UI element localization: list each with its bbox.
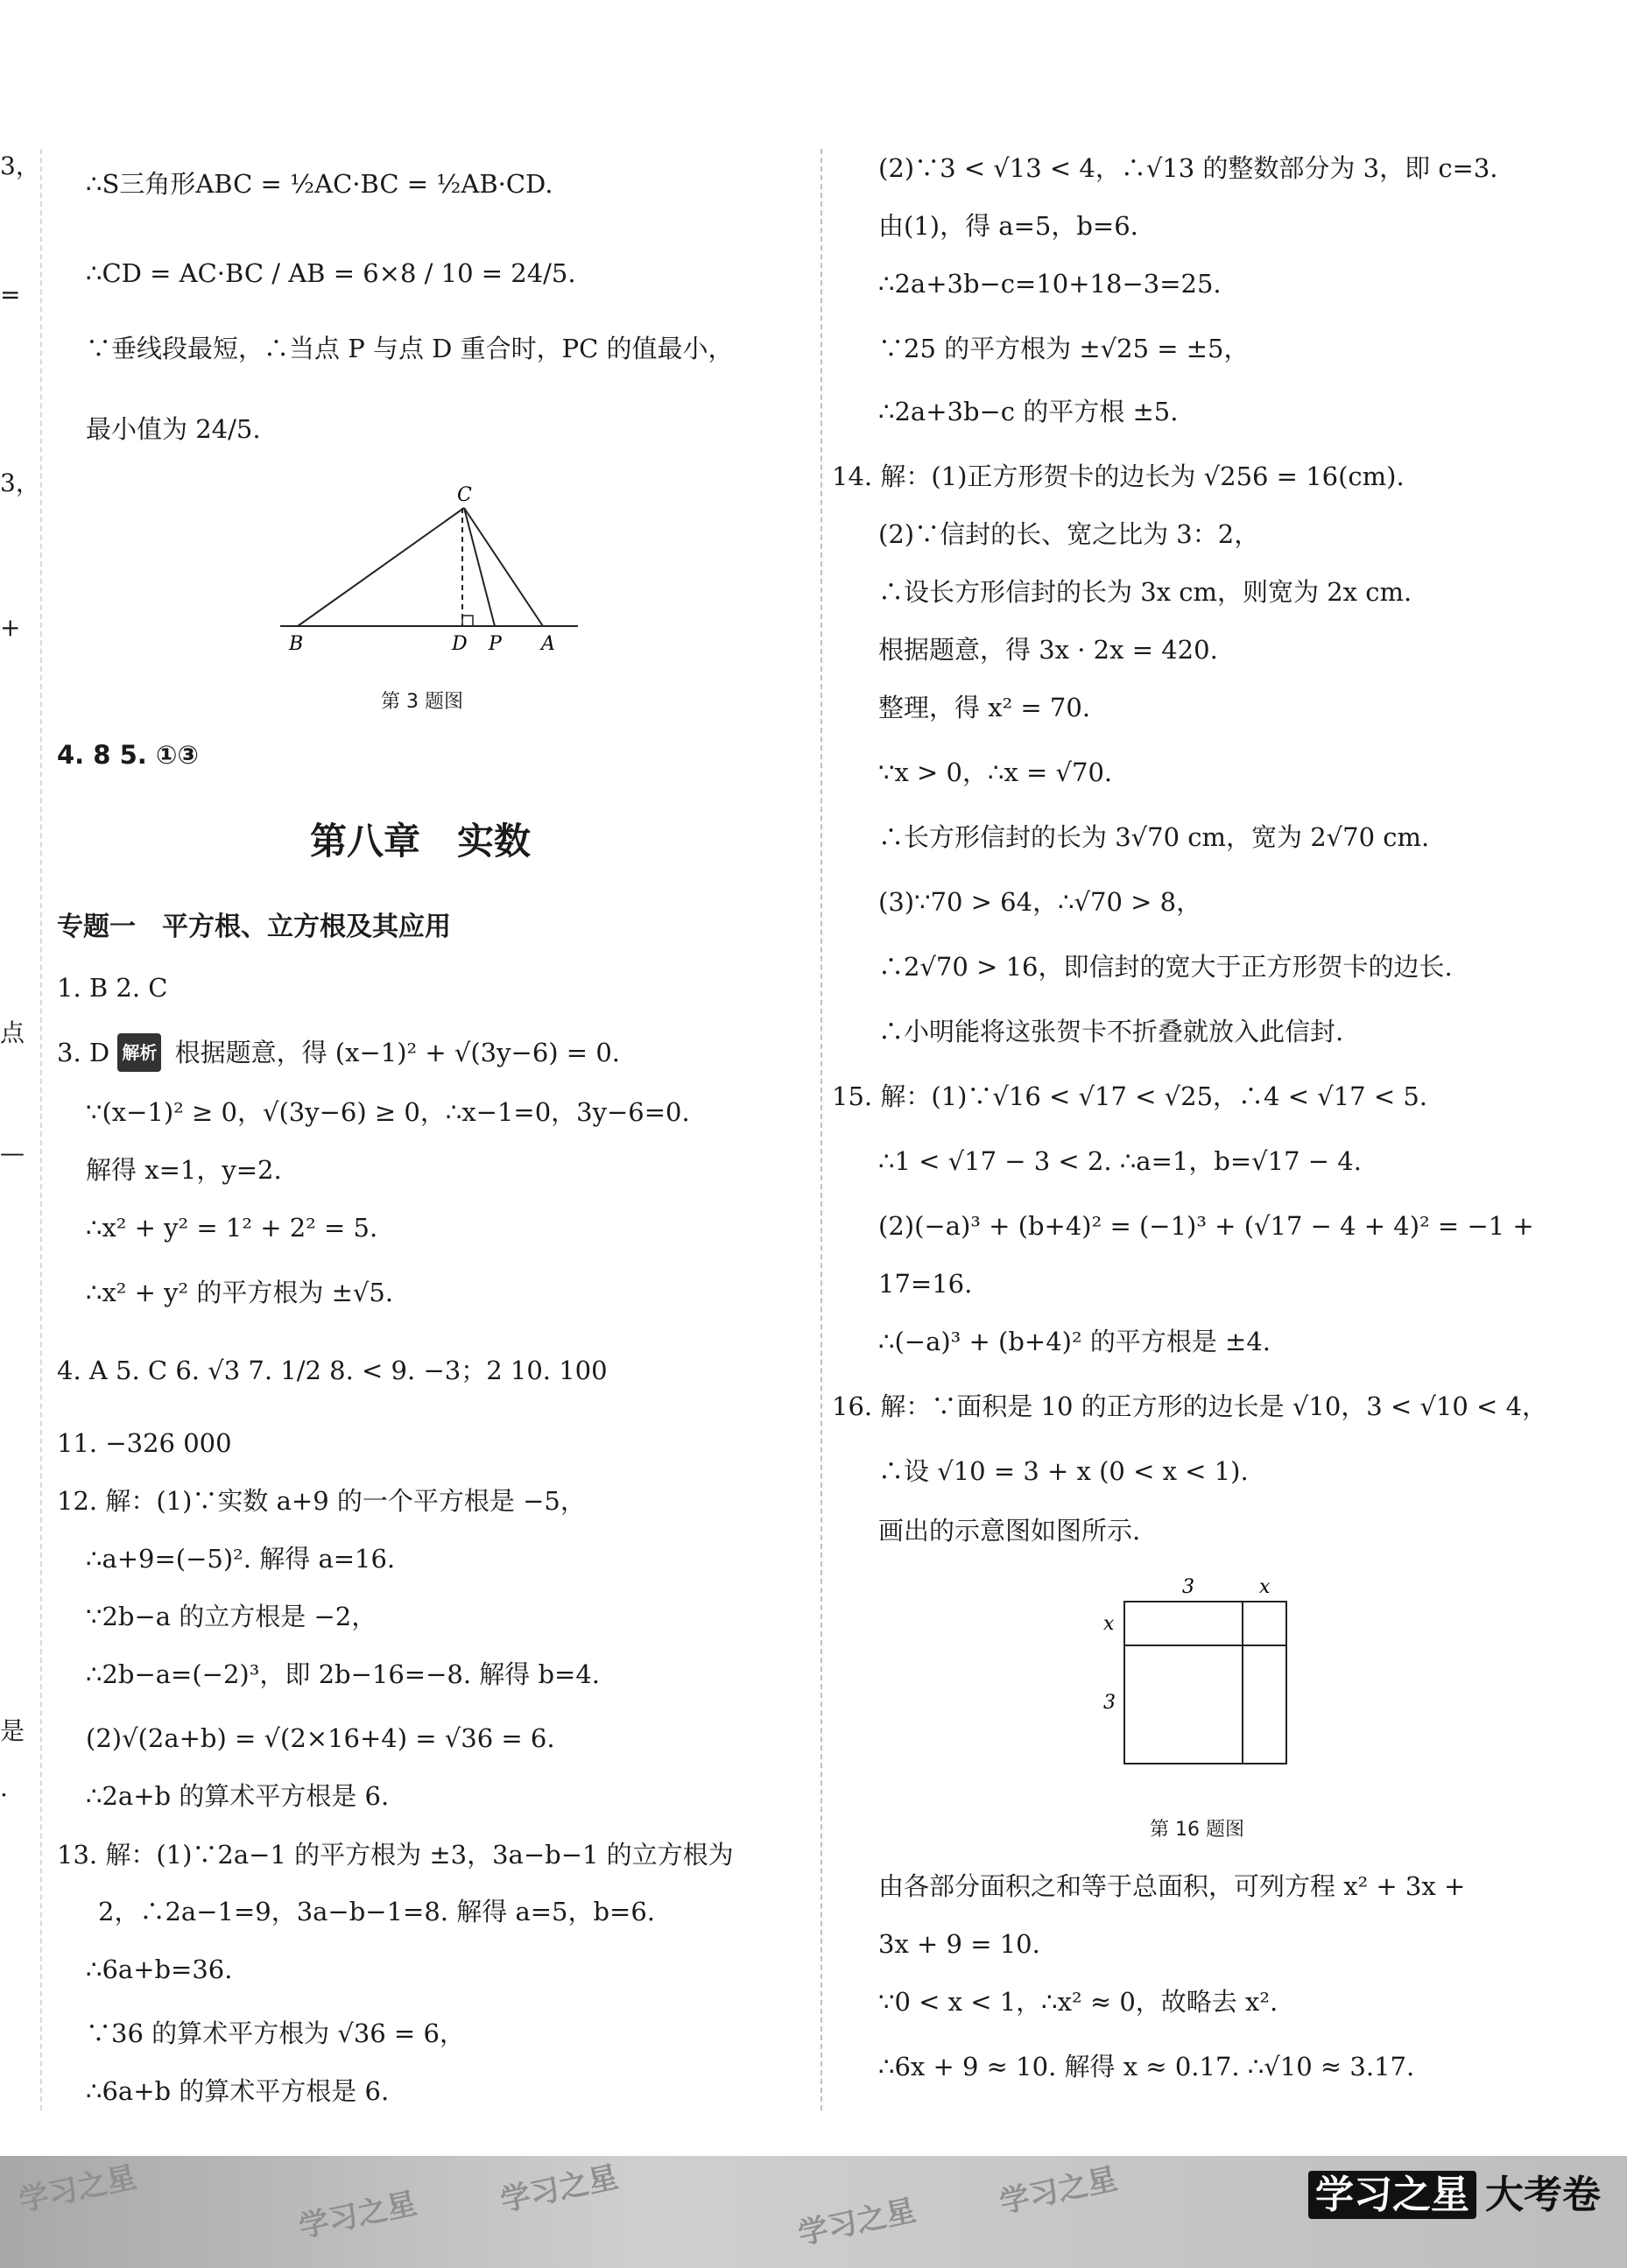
edge-mark: 是 bbox=[0, 1716, 25, 1745]
watermark: 学习之星 bbox=[16, 2159, 140, 2219]
brand-box: 学习之星 bbox=[1308, 2171, 1476, 2219]
q14-line-6: ∵x > 0，∴x = √70. bbox=[878, 757, 1113, 787]
left-label-3: 3 bbox=[1103, 1692, 1116, 1714]
q12-line-5: (2)√(2a+b) = √(2×16+4) = √36 = 6. bbox=[86, 1723, 555, 1753]
segment-ca bbox=[464, 508, 543, 626]
q3-line-5: ∴x² + y² 的平方根为 ±√5. bbox=[86, 1278, 394, 1307]
q15-line-4: 17=16. bbox=[878, 1269, 973, 1299]
figure-16-diagram bbox=[1095, 1572, 1314, 1782]
answers-1-2: 1. B 2. C bbox=[57, 973, 168, 1003]
watermark: 学习之星 bbox=[497, 2159, 622, 2219]
q14-line-10: ∴小明能将这张贺卡不折叠就放入此信封. bbox=[878, 1017, 1344, 1046]
answers-4-5: 4. 8 5. ①③ bbox=[57, 740, 199, 770]
watermark: 学习之星 bbox=[997, 2161, 1121, 2221]
q15-line-5: ∴(−a)³ + (b+4)² 的平方根是 ±4. bbox=[878, 1327, 1271, 1356]
segment-cp bbox=[464, 508, 495, 626]
watermark: 学习之星 bbox=[296, 2186, 420, 2245]
edge-mark: + bbox=[0, 613, 21, 642]
label-b: B bbox=[289, 633, 304, 655]
segment-bc bbox=[298, 508, 464, 626]
q13-line-4: ∵36 的算术平方根为 √36 = 6， bbox=[86, 2018, 465, 2048]
edge-mark: 点 bbox=[0, 1018, 25, 1047]
q12-line-6: ∴2a+b 的算术平方根是 6. bbox=[86, 1781, 390, 1811]
figure-16-caption: 第 16 题图 bbox=[1150, 1819, 1244, 1841]
answer-11: 11. −326 000 bbox=[57, 1428, 232, 1458]
r-line-2: 由(1)，得 a=5，b=6. bbox=[878, 211, 1138, 241]
q12-line-3: ∵2b−a 的立方根是 −2， bbox=[86, 1602, 377, 1631]
brand-text: 大考卷 bbox=[1485, 2173, 1601, 2217]
answers-4-10: 4. A 5. C 6. √3 7. 1/2 8. < 9. −3；2 10. 100 bbox=[57, 1356, 608, 1385]
q16-line-6: ∵0 < x < 1，∴x² ≈ 0，故略去 x². bbox=[878, 1987, 1278, 2017]
r-line-1: (2)∵3 < √13 < 4，∴√13 的整数部分为 3，即 c=3. bbox=[878, 153, 1498, 183]
watermark: 学习之星 bbox=[795, 2193, 919, 2252]
label-c: C bbox=[457, 484, 472, 506]
q16-line-1: 16. 解：∵面积是 10 的正方形的边长是 √10，3 < √10 < 4， bbox=[832, 1391, 1548, 1421]
top-label-3: 3 bbox=[1182, 1576, 1194, 1598]
label-p: P bbox=[489, 633, 502, 655]
edge-mark: 3， bbox=[0, 468, 40, 497]
top-label-x: x bbox=[1259, 1576, 1271, 1598]
q14-line-1: 14. 解：(1)正方形贺卡的边长为 √256 = 16(cm). bbox=[832, 461, 1405, 491]
right-angle-mark bbox=[462, 616, 473, 626]
cd-formula: ∴CD = AC·BC / AB = 6×8 / 10 = 24/5. bbox=[86, 258, 576, 288]
topic-title: 专题一 平方根、立方根及其应用 bbox=[57, 912, 451, 942]
q15-line-3: (2)(−a)³ + (b+4)² = (−1)³ + (√17 − 4 + 4)² = −1 + bbox=[878, 1211, 1534, 1241]
q14-line-9: ∴2√70 > 16，即信封的宽大于正方形贺卡的边长. bbox=[878, 952, 1453, 982]
label-d: D bbox=[452, 633, 468, 655]
area-formula: ∴S三角形ABC = ½AC·BC = ½AB·CD. bbox=[86, 169, 553, 199]
q15-line-2: ∴1 < √17 − 3 < 2. ∴a=1，b=√17 − 4. bbox=[878, 1146, 1362, 1176]
q16-line-7: ∴6x + 9 ≈ 10. 解得 x ≈ 0.17. ∴√10 ≈ 3.17. bbox=[878, 2052, 1415, 2081]
figure-3-caption: 第 3 题图 bbox=[381, 691, 463, 713]
q13-line-2: 2，∴2a−1=9，3a−b−1=8. 解得 a=5，b=6. bbox=[98, 1897, 656, 1926]
figure-3-diagram bbox=[263, 482, 595, 666]
q3-text: 根据题意，得 (x−1)² + √(3y−6) = 0. bbox=[174, 1038, 620, 1067]
q14-line-7: ∴长方形信封的长为 3√70 cm，宽为 2√70 cm. bbox=[878, 822, 1430, 852]
left-label-x: x bbox=[1103, 1613, 1115, 1635]
brand-logo bbox=[1308, 2163, 1601, 2219]
edge-mark: 3， bbox=[0, 151, 40, 180]
left-margin-rule bbox=[40, 149, 42, 2110]
q16-line-4: 由各部分面积之和等于总面积，可列方程 x² + 3x + bbox=[878, 1871, 1466, 1901]
edge-mark: — bbox=[0, 1138, 25, 1167]
q3-line-4: ∴x² + y² = 1² + 2² = 5. bbox=[86, 1213, 378, 1243]
q13-line-3: ∴6a+b=36. bbox=[86, 1955, 233, 1984]
edge-mark: = bbox=[0, 280, 21, 309]
outer-square bbox=[1124, 1602, 1286, 1764]
edge-mark: . bbox=[0, 1773, 8, 1802]
q3-number: 3. D bbox=[57, 1038, 110, 1067]
q16-line-2: ∴设 √10 = 3 + x (0 < x < 1). bbox=[878, 1456, 1249, 1486]
q14-line-4: 根据题意，得 3x · 2x = 420. bbox=[878, 635, 1218, 665]
label-a: A bbox=[541, 633, 555, 655]
q14-line-5: 整理，得 x² = 70. bbox=[878, 693, 1091, 722]
q14-line-3: ∴设长方形信封的长为 3x cm，则宽为 2x cm. bbox=[878, 577, 1412, 607]
q16-line-3: 画出的示意图如图所示. bbox=[878, 1516, 1141, 1546]
column-divider bbox=[821, 149, 822, 2110]
r-line-4: ∵25 的平方根为 ±√25 = ±5， bbox=[878, 334, 1250, 363]
q3-line-1 bbox=[57, 1033, 620, 1068]
q3-line-2: ∵(x−1)² ≥ 0，√(3y−6) ≥ 0，∴x−1=0，3y−6=0. bbox=[86, 1097, 690, 1127]
minimum-value: 最小值为 24/5. bbox=[86, 414, 261, 444]
perpendicular-reason: ∵垂线段最短，∴当点 P 与点 D 重合时，PC 的值最小， bbox=[86, 334, 734, 363]
q13-line-5: ∴6a+b 的算术平方根是 6. bbox=[86, 2076, 390, 2106]
q14-line-8: (3)∵70 > 64，∴√70 > 8， bbox=[878, 887, 1202, 917]
q3-line-3: 解得 x=1，y=2. bbox=[86, 1155, 282, 1185]
r-line-3: ∴2a+3b−c=10+18−3=25. bbox=[878, 269, 1222, 299]
chapter-title: 第八章 实数 bbox=[309, 820, 531, 863]
q12-line-2: ∴a+9=(−5)². 解得 a=16. bbox=[86, 1544, 396, 1574]
r-line-5: ∴2a+3b−c 的平方根 ±5. bbox=[878, 397, 1179, 426]
q13-line-1: 13. 解：(1)∵2a−1 的平方根为 ±3，3a−b−1 的立方根为 bbox=[57, 1840, 734, 1870]
q12-line-1: 12. 解：(1)∵实数 a+9 的一个平方根是 −5， bbox=[57, 1486, 586, 1516]
q16-line-5: 3x + 9 = 10. bbox=[878, 1929, 1040, 1959]
analysis-badge: 解析 bbox=[117, 1033, 161, 1072]
q12-line-4: ∴2b−a=(−2)³，即 2b−16=−8. 解得 b=4. bbox=[86, 1659, 601, 1689]
q14-line-2: (2)∵信封的长、宽之比为 3：2， bbox=[878, 519, 1260, 549]
q15-line-1: 15. 解：(1)∵√16 < √17 < √25，∴4 < √17 < 5. bbox=[832, 1081, 1427, 1111]
